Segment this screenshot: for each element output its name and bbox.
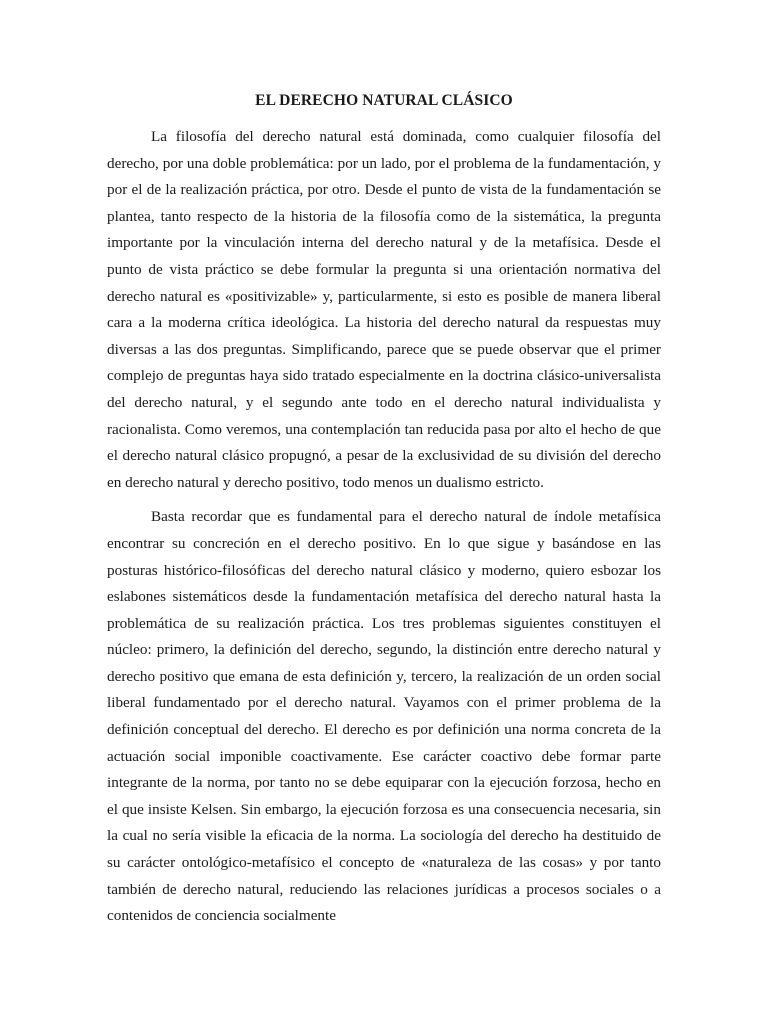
document-body [107,88,661,930]
document-title: EL DERECHO NATURAL CLÁSICO [255,92,513,109]
paragraph-1: La filosofía del derecho natural está dominada, como cualquier filosofía del derecho, por una doble problemática: por un lado, por el problema de la fundamentación, y por el de la realización práctica, por otro. Desde el punto de vista de la fundamentación se plantea, tanto respecto de la historia de la filosofía como de la sistemática, la pregunta importante por la vinculación interna del derecho natural y de la metafísica. Desde el punto de vista práctico se debe formular la pregunta si una orientación normativa del derecho natural es «positivizable» y, particularmente, si esto es posible de manera liberal cara a la moderna crítica ideológica. La historia del derecho natural da respuestas muy diversas a las dos preguntas. Simplificando, parece que se puede observar que el primer complejo de preguntas haya sido tratado especialmente en la doctrina clásico-universalista del derecho natural, y el segundo ante todo en el derecho natural individualista y racionalista. Como veremos, una contemplación tan reducida pasa por alto el hecho de que el derecho natural clásico propugnó, a pesar de la exclusividad de su división del derecho en derecho natural y derecho positivo, todo menos un dualismo estricto. [107,128,661,491]
paragraph-2: Basta recordar que es fundamental para el derecho natural de índole metafísica encontrar su concreción en el derecho positivo. En lo que sigue y basándose en las posturas histórico-filosóficas del derecho natural clásico y moderno, quiero esbozar los eslabones sistemáticos desde la fundamentación metafísica del derecho natural hasta la problemática de su realización práctica. Los tres problemas siguientes constituyen el núcleo: primero, la definición del derecho, segundo, la distinción entre derecho natural y derecho positivo que emana de esta definición y, tercero, la realización de un orden social liberal fundamentado por el derecho natural. Vayamos con el primer problema de la definición conceptual del derecho. El derecho es por definición una norma concreta de la actuación social imponible coactivamente. Ese carácter coactivo debe formar parte integrante de la norma, por tanto no se debe equiparar con la ejecución forzosa, hecho en el que insiste Kelsen. Sin embargo, la ejecución forzosa es una consecuencia necesaria, sin la cual no sería visible la eficacia de la norma. La sociología del derecho ha destituido de su carácter ontológico-metafísico el concepto de «naturaleza de las cosas» y por tanto también de derecho natural, reduciendo las relaciones jurídicas a procesos sociales o a contenidos de conciencia socialmente [107,508,661,925]
